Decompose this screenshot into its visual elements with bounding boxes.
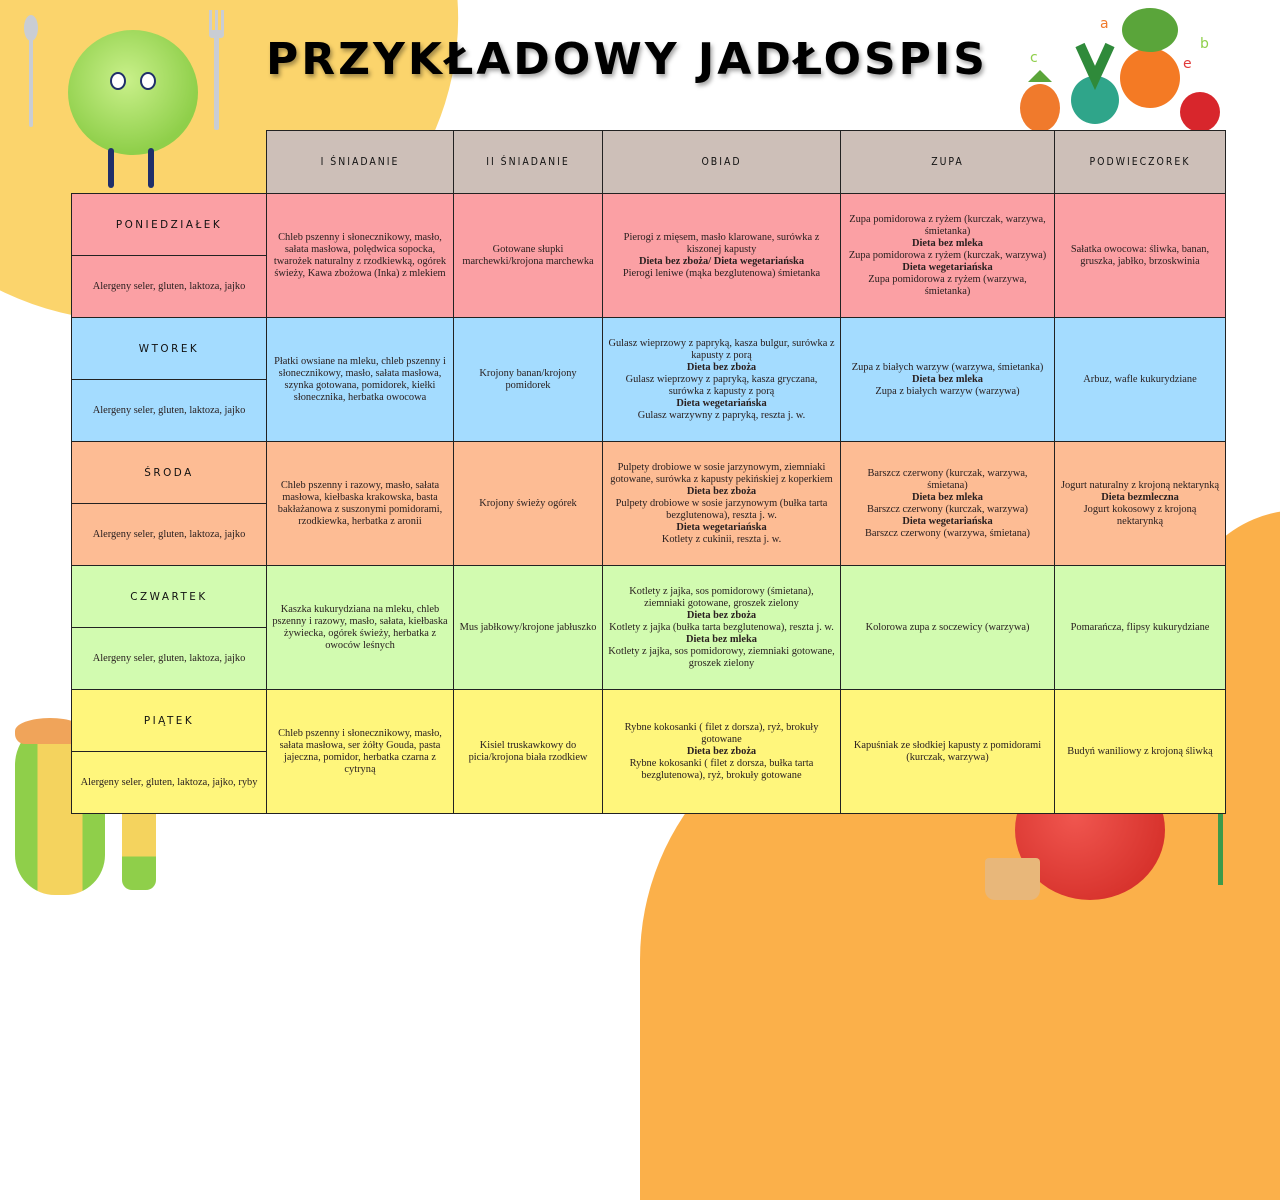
- vegetable-characters-icon: [1000, 0, 1240, 135]
- meal-text: Barszcz czerwony (kurczak, warzywa, śmietana): [867, 467, 1028, 491]
- breakfast-2-cell: Krojony banan/krojony pomidorek: [454, 318, 603, 442]
- meal-text: Kapuśniak ze słodkiej kapusty z pomidorami (kurczak, warzywa): [853, 739, 1042, 763]
- breakfast-2-cell: Krojony świeży ogórek: [454, 442, 603, 566]
- meal-text: Kotlety z jajka (bułka tarta bezglutenowa), reszta j. w.: [609, 621, 834, 633]
- soup-cell: [841, 318, 1055, 442]
- tomato-basket-icon: [985, 858, 1040, 900]
- meal-text: Rybne kokosanki ( filet z dorsza), ryż, brokuły gotowane: [624, 721, 819, 745]
- meal-text: Zupa pomidorowa z ryżem (kurczak, warzywa, śmietanka): [849, 213, 1046, 237]
- diet-variant-label: Dieta wegetariańska: [676, 521, 767, 533]
- soup-cell: [841, 690, 1055, 814]
- diet-variant-label: Dieta bez mleka: [912, 237, 983, 249]
- allergens-cell: Alergeny seler, gluten, laktoza, jajko: [72, 628, 267, 690]
- diet-variant-label: Dieta bez mleka: [912, 373, 983, 385]
- dinner-cell: [603, 442, 841, 566]
- meal-text: Jogurt naturalny z krojoną nektarynką: [1060, 479, 1220, 491]
- meal-text: Barszcz czerwony (kurczak, warzywa): [867, 503, 1028, 515]
- menu-table: [71, 130, 1226, 814]
- meal-text: Sałatka owocowa: śliwka, banan, gruszka, jabłko, brzoskwinia: [1070, 243, 1210, 267]
- breakfast-2-cell: Gotowane słupki marchewki/krojona marchewka: [454, 194, 603, 318]
- meal-text: Zupa z białych warzyw (warzywa, śmietanka): [851, 361, 1044, 373]
- diet-variant-label: Dieta bez zboża: [686, 361, 757, 373]
- meal-text: Jogurt kokosowy z krojoną nektarynką: [1083, 503, 1197, 527]
- page-title: PRZYKŁADOWY JADŁOSPIS: [266, 34, 988, 85]
- day-name: PONIEDZIAŁEK: [72, 194, 267, 256]
- column-header-dinner: OBIAD: [603, 131, 841, 194]
- meal-text: Pierogi leniwe (mąka bezglutenowa) śmietanka: [622, 267, 821, 279]
- meal-text: Pierogi z mięsem, masło klarowane, surówka z kiszonej kapusty: [623, 231, 820, 255]
- allergens-cell: Alergeny seler, gluten, laktoza, jajko: [72, 380, 267, 442]
- day-row: [72, 442, 1226, 504]
- meal-text: Pulpety drobiowe w sosie jarzynowym (bułka tarta bezglutenowa), reszta j. w.: [615, 497, 828, 521]
- breakfast-1-cell: Płatki owsiane na mleku, chleb pszenny i słonecznikowy, masło, sałata masłowa, szynka gotowana, pomidorek, kiełki słonecznika, herbatka owocowa: [267, 318, 454, 442]
- soup-cell: [841, 194, 1055, 318]
- day-name: WTOREK: [72, 318, 267, 380]
- breakfast-1-cell: Chleb pszenny i słonecznikowy, masło, sałata masłowa, polędwica sopocka, twarożek naturalny z rzodkiewką, ogórek świeży, Kawa zbożowa (Inka) z mlekiem: [267, 194, 454, 318]
- meal-text: Rybne kokosanki ( filet z dorsza, bułka tarta bezglutenowa), ryż, brokuły gotowane: [629, 757, 814, 781]
- column-header-breakfast-2: II ŚNIADANIE: [454, 131, 603, 194]
- diet-variant-label: Dieta wegetariańska: [676, 397, 767, 409]
- diet-variant-label: Dieta bez zboża/ Dieta wegetariańska: [638, 255, 805, 267]
- snack-cell: [1055, 442, 1226, 566]
- meal-text: Zupa z białych warzyw (warzywa): [875, 385, 1020, 397]
- day-row: [72, 194, 1226, 256]
- day-row: [72, 690, 1226, 752]
- meal-text: Kotlety z cukinii, reszta j. w.: [661, 533, 782, 545]
- meal-text: Budyń waniliowy z krojoną śliwką: [1067, 745, 1213, 757]
- diet-variant-label: Dieta wegetariańska: [902, 261, 993, 273]
- table-corner: [72, 131, 267, 194]
- meal-text: Zupa pomidorowa z ryżem (kurczak, warzywa): [848, 249, 1047, 261]
- meal-text: Gulasz wieprzowy z papryką, kasza bulgur, surówka z kapusty z porą: [608, 337, 835, 361]
- column-header-breakfast-1: I ŚNIADANIE: [267, 131, 454, 194]
- diet-variant-label: Dieta bez zboża: [686, 745, 757, 757]
- meal-text: Kolorowa zupa z soczewicy (warzywa): [865, 621, 1030, 633]
- snack-cell: [1055, 566, 1226, 690]
- column-header-snack: PODWIECZOREK: [1055, 131, 1226, 194]
- allergens-cell: Alergeny seler, gluten, laktoza, jajko, ryby: [72, 752, 267, 814]
- snack-cell: [1055, 318, 1226, 442]
- diet-variant-label: Dieta bez zboża: [686, 485, 757, 497]
- allergens-cell: Alergeny seler, gluten, laktoza, jajko: [72, 504, 267, 566]
- diet-variant-label: Dieta bez mleka: [912, 491, 983, 503]
- soup-cell: [841, 442, 1055, 566]
- breakfast-1-cell: Chleb pszenny i razowy, masło, sałata masłowa, kiełbaska krakowska, basta bakłażanowa z suszonymi pomidorami, rzodkiewka, herbatka z aronii: [267, 442, 454, 566]
- snack-cell: [1055, 194, 1226, 318]
- fork-icon: [208, 10, 222, 130]
- meal-text: Gulasz wieprzowy z papryką, kasza gryczana, surówka z kapusty z porą: [625, 373, 818, 397]
- meal-text: Kotlety z jajka, sos pomidorowy (śmietana), ziemniaki gotowane, groszek zielony: [629, 585, 814, 609]
- dinner-cell: [603, 194, 841, 318]
- meal-text: Pomarańcza, flipsy kukurydziane: [1070, 621, 1210, 633]
- spoon-icon: [24, 14, 38, 129]
- svg-text:c: c: [1030, 50, 1038, 66]
- allergens-cell: Alergeny seler, gluten, laktoza, jajko: [72, 256, 267, 318]
- diet-variant-label: Dieta bez mleka: [686, 633, 757, 645]
- dinner-cell: [603, 690, 841, 814]
- column-header-soup: ZUPA: [841, 131, 1055, 194]
- meal-text: Pulpety drobiowe w sosie jarzynowym, ziemniaki gotowane, surówka z kapusty pekińskiej z koperkiem: [610, 461, 833, 485]
- diet-variant-label: Dieta bez zboża: [686, 609, 757, 621]
- svg-text:e: e: [1183, 56, 1192, 72]
- diet-variant-label: Dieta wegetariańska: [902, 515, 993, 527]
- snack-cell: [1055, 690, 1226, 814]
- day-name: CZWARTEK: [72, 566, 267, 628]
- day-row: [72, 566, 1226, 628]
- meal-text: Kotlety z jajka, sos pomidorowy, ziemniaki gotowane, groszek zielony: [608, 645, 835, 669]
- breakfast-2-cell: Mus jabłkowy/krojone jabłuszko: [454, 566, 603, 690]
- day-name: PIĄTEK: [72, 690, 267, 752]
- day-name: ŚRODA: [72, 442, 267, 504]
- breakfast-1-cell: Kaszka kukurydziana na mleku, chleb pszenny i razowy, masło, sałata, kiełbaska żywiecka, ogórek świeży, herbatka z owoców leśnych: [267, 566, 454, 690]
- breakfast-2-cell: Kisiel truskawkowy do picia/krojona biała rzodkiew: [454, 690, 603, 814]
- soup-cell: [841, 566, 1055, 690]
- meal-text: Zupa pomidorowa z ryżem (warzywa, śmietanka): [868, 273, 1027, 297]
- dinner-cell: [603, 318, 841, 442]
- svg-text:b: b: [1200, 36, 1209, 52]
- svg-text:a: a: [1100, 16, 1109, 32]
- meal-text: Arbuz, wafle kukurydziane: [1083, 373, 1197, 385]
- breakfast-1-cell: Chleb pszenny i słonecznikowy, masło, sałata masłowa, ser żółty Gouda, pasta jajeczna, pomidor, herbatka czarna z cytryną: [267, 690, 454, 814]
- meal-text: Gulasz warzywny z papryką, reszta j. w.: [637, 409, 806, 421]
- meal-text: Barszcz czerwony (warzywa, śmietana): [864, 527, 1030, 539]
- diet-variant-label: Dieta bezmleczna: [1101, 491, 1179, 503]
- dinner-cell: [603, 566, 841, 690]
- day-row: [72, 318, 1226, 380]
